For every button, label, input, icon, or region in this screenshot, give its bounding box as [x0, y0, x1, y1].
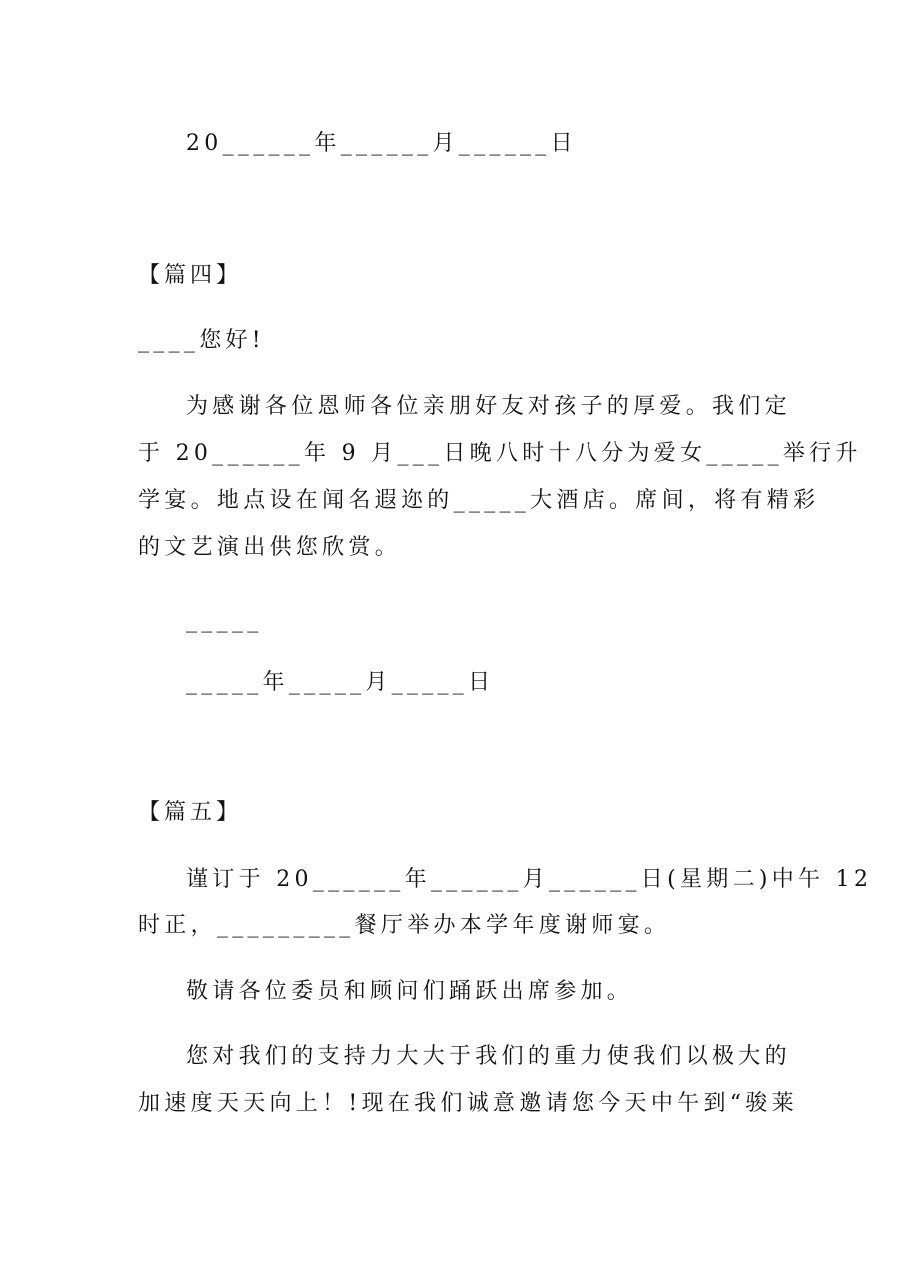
paragraph-line: 时正，_________餐厅举办本学年度谢师宴。: [138, 913, 671, 938]
paragraph-line: 谨订于 20______年______月______日(星期二)中午 12: [186, 867, 873, 892]
paragraph-line: 为感谢各位恩师各位亲朋好友对孩子的厚爱。我们定: [186, 394, 791, 419]
date-line: 20______年______月______日: [186, 131, 577, 156]
paragraph-line: 的文艺演出供您欣赏。: [138, 535, 402, 560]
paragraph-line: 加速度天天向上！!现在我们诚意邀请您今天中午到“骏莱: [138, 1091, 798, 1116]
paragraph-line: 敬请各位委员和顾问们踊跃出席参加。: [186, 979, 634, 1004]
paragraph-line: 学宴。地点设在闻名遐迩的_____大酒店。席间，将有精彩: [138, 488, 820, 513]
section-heading: 【篇四】: [138, 263, 243, 288]
paragraph-line: 于 20______年 9 月___日晚八时十八分为爱女_____举行升: [138, 441, 862, 466]
signature-blank: _____: [186, 608, 263, 633]
paragraph-line: 您对我们的支持力大大于我们的重力使我们以极大的: [186, 1044, 791, 1069]
section-heading: 【篇五】: [138, 800, 243, 825]
date-line: _____年_____月_____日: [186, 670, 495, 695]
greeting: ____您好!: [138, 328, 265, 353]
